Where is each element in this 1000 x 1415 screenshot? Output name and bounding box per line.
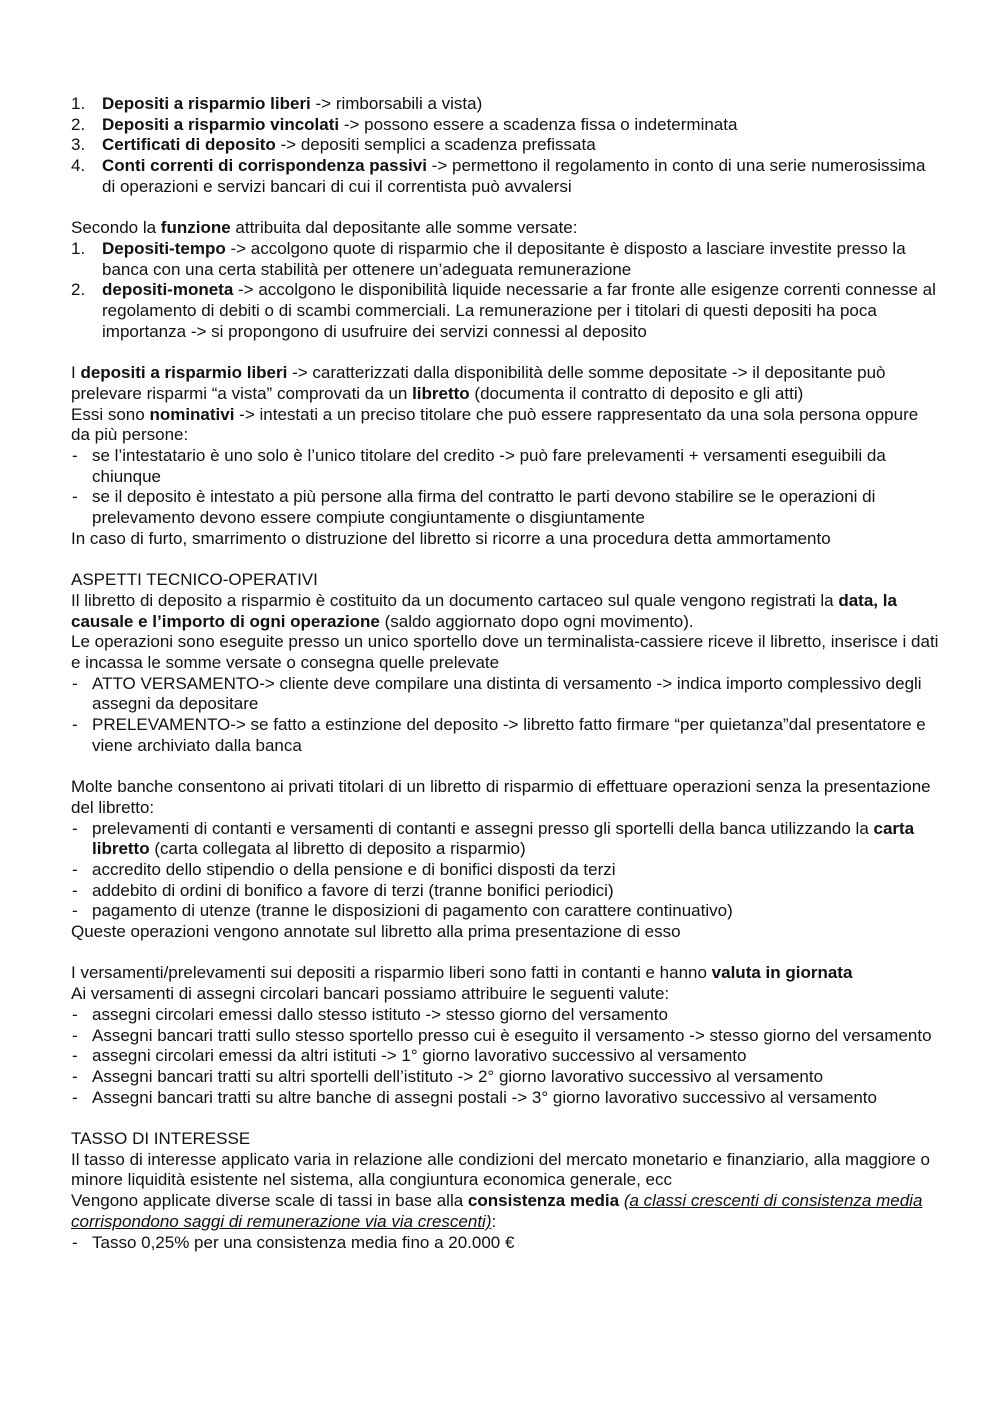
valuta-paragraph xyxy=(71,963,940,984)
term-bold: Depositi a risparmio vincolati xyxy=(102,114,340,134)
dash-marker: - xyxy=(72,859,78,879)
item-text: -> accolgono le disponibilità liquide necessarie a far fronte alle esigenze correnti connesse al regolamento di debiti o di scambi commerciali. La remunerazione per i titolari di questi depositi ha poca importanza -> si propongono di usufruire dei servizi connessi al deposito xyxy=(102,280,936,341)
dash-marker: - xyxy=(72,880,78,900)
dash-marker: - xyxy=(72,1046,78,1066)
bullet-text: Assegni bancari tratti sullo stesso sportello presso cui è eseguito il versamento -> stesso giorno del versamento xyxy=(92,1025,932,1045)
bullet-item xyxy=(71,860,940,881)
term-bold: Depositi-tempo xyxy=(102,238,226,258)
item-text: -> accolgono quote di risparmio che il depositante è disposto a lasciare investite presso la banca con una certa stabilità per ottenere un’adeguata remunerazione xyxy=(102,238,906,279)
operazioni-paragraph: Le operazioni sono eseguite presso un unico sportello dove un terminalista-cassiere riceve il libretto, inserisce i dati e incassa le somme versate o consegna quelle prelevate xyxy=(71,632,939,672)
section-heading: TASSO DI INTERESSE xyxy=(71,1129,251,1149)
item-text: -> depositi semplici a scadenza prefissata xyxy=(275,135,596,155)
nominativi-paragraph xyxy=(71,405,940,446)
bullet-text: assegni circolari emessi dallo stesso istituto -> stesso giorno del versamento xyxy=(92,1004,668,1024)
dash-marker: - xyxy=(72,445,78,465)
text: (documenta il contratto di deposito e gli atti) xyxy=(469,383,804,403)
libretto-paragraph xyxy=(71,591,940,632)
bullet-item xyxy=(71,1026,940,1047)
term-bold: Depositi a risparmio liberi xyxy=(102,94,311,113)
dash-marker: - xyxy=(72,673,78,693)
dash-marker: - xyxy=(72,715,78,735)
term-bold: consistenza media xyxy=(467,1191,620,1211)
text: (saldo aggiornato dopo ogni movimento). xyxy=(379,611,694,631)
dash-marker: - xyxy=(72,901,78,921)
text: Vengono applicate diverse scale di tassi in base alla xyxy=(71,1191,468,1211)
item-text: -> possono essere a scadenza fissa o indeterminata xyxy=(339,114,738,134)
dash-marker: - xyxy=(72,1025,78,1045)
list-number: 1. xyxy=(71,94,86,113)
term-bold: funzione xyxy=(160,218,231,238)
term-bold: depositi a risparmio liberi xyxy=(80,363,288,383)
bullet-item xyxy=(71,1046,940,1067)
bullet-text: assegni circolari emessi da altri istituti -> 1° giorno lavorativo successivo al versamento xyxy=(92,1046,747,1066)
funzione-intro xyxy=(71,218,940,239)
list-item xyxy=(71,156,940,197)
bullet-item xyxy=(71,446,940,487)
list-number: 2. xyxy=(71,114,86,134)
term-bold: nominativi xyxy=(149,404,235,424)
list-item xyxy=(71,94,940,115)
text: Secondo la xyxy=(71,218,161,238)
term-bold: Certificati di deposito xyxy=(102,135,276,155)
term-bold: Conti correnti di corrispondenza passivi xyxy=(102,156,427,176)
list-item xyxy=(71,115,940,136)
item-text: -> rimborsabili a vista) xyxy=(310,94,483,113)
dash-marker: - xyxy=(72,1087,78,1107)
text: Essi sono xyxy=(71,404,150,424)
bullet-text: Tasso 0,25% per una consistenza media fino a 20.000 € xyxy=(92,1232,515,1252)
dash-marker: - xyxy=(72,818,78,838)
banche-paragraph: Molte banche consentono ai privati titolari di un libretto di risparmio di effettuare operazioni senza la presentazione del libretto: xyxy=(71,777,931,817)
assegni-intro: Ai versamenti di assegni circolari bancari possiamo attribuire le seguenti valute: xyxy=(71,984,670,1004)
bullet-item xyxy=(71,1067,940,1088)
bullet-item xyxy=(71,819,940,860)
dash-marker: - xyxy=(72,1004,78,1024)
bullet-item xyxy=(71,901,940,922)
bullet-text: addebito di ordini di bonifico a favore di terzi (tranne bonifici periodici) xyxy=(92,880,614,900)
list-item xyxy=(71,280,940,342)
text: I versamenti/prelevamenti sui depositi a risparmio liberi sono fatti in contanti e hanno xyxy=(71,963,712,983)
bullet-text: pagamento di utenze (tranne le disposizioni di pagamento con carattere continuativo) xyxy=(92,901,733,921)
text: -> caratterizzati dalla disponibilità delle somme depositate -> il depositante può prelevare risparmi “a vista” comprovati da un xyxy=(71,363,886,403)
dash-marker: - xyxy=(72,487,78,507)
bullet-text: Assegni bancari tratti su altre banche di assegni postali -> 3° giorno lavorativo successivo al versamento xyxy=(92,1087,877,1107)
dash-marker: - xyxy=(72,1066,78,1086)
annotate-paragraph: Queste operazioni vengono annotate sul libretto alla prima presentazione di esso xyxy=(71,922,681,942)
underlined-note: (a classi crescenti di consistenza media corrispondono saggi di remunerazione via via crescenti) xyxy=(71,1191,923,1231)
list-item xyxy=(71,135,940,156)
bullet-text: PRELEVAMENTO-> se fatto a estinzione del deposito -> libretto fatto firmare “per quietanza”dal presentatore e viene archiviato dalla banca xyxy=(92,715,926,755)
bullet-text: (carta collegata al libretto di deposito a risparmio) xyxy=(149,839,526,859)
bullet-item xyxy=(71,881,940,902)
deposit-types-list xyxy=(71,94,940,198)
ammortamento-paragraph: In caso di furto, smarrimento o distruzione del libretto si ricorre a una procedura detta ammortamento xyxy=(71,528,831,548)
bullet-text: accredito dello stipendio o della pensione e di bonifici disposti da terzi xyxy=(92,859,616,879)
bullet-text: se il deposito è intestato a più persone alla firma del contratto le parti devono stabilire se le operazioni di prelevamento devono essere compiute congiuntamente o disgiuntamente xyxy=(92,487,876,528)
text: -> intestati a un preciso titolare che può essere rappresentato da una sola persona oppure da più persone: xyxy=(71,404,919,445)
list-number: 3. xyxy=(71,135,86,155)
bullet-text: ATTO VERSAMENTO-> cliente deve compilare una distinta di versamento -> indica importo complessivo degli assegni da depositare xyxy=(92,673,922,714)
list-number: 1. xyxy=(71,238,86,258)
bullet-item xyxy=(71,715,940,756)
bullet-item xyxy=(71,1088,940,1109)
term-bold: data, la causale e l’importo di ogni operazione xyxy=(71,590,897,631)
list-number: 4. xyxy=(71,156,86,176)
bullet-text: se l’intestatario è uno solo è l’unico titolare del credito -> può fare prelevamenti + versamenti eseguibili da chiunque xyxy=(92,445,886,486)
text: I xyxy=(71,363,81,383)
dash-marker: - xyxy=(72,1232,78,1252)
bullet-text: Assegni bancari tratti su altri sportelli dell’istituto -> 2° giorno lavorativo successivo al versamento xyxy=(92,1066,824,1086)
bullet-item xyxy=(71,1233,940,1254)
tasso-paragraph: Il tasso di interesse applicato varia in relazione alle condizioni del mercato monetario e finanziario, alla maggiore o minore liquidità esistente nel sistema, alla congiuntura economica generale, ecc xyxy=(71,1149,930,1190)
bullet-item xyxy=(71,487,940,528)
list-item xyxy=(71,239,940,280)
term-bold: libretto xyxy=(412,383,470,403)
text: : xyxy=(491,1211,497,1231)
text: Il libretto di deposito a risparmio è costituito da un documento cartaceo sul quale vengono registrati la xyxy=(71,590,839,610)
item-text: -> permettono il regolamento in conto di una serie numerosissima di operazioni e servizi bancari di cui il correntista può avvalersi xyxy=(102,156,926,196)
bullet-item xyxy=(71,1005,940,1026)
term-bold: depositi-moneta xyxy=(102,280,234,300)
liberi-paragraph xyxy=(71,363,940,404)
section-heading: ASPETTI TECNICO-OPERATIVI xyxy=(71,570,318,590)
bullet-text: prelevamenti di contanti e versamenti di contanti e assegni presso gli sportelli della banca utilizzando la xyxy=(92,818,874,838)
scale-paragraph xyxy=(71,1191,940,1232)
bullet-item xyxy=(71,674,940,715)
text: attribuita dal depositante alle somme versate: xyxy=(230,218,578,238)
term-bold: valuta in giornata xyxy=(711,963,853,983)
term-bold: carta libretto xyxy=(92,818,915,859)
list-number: 2. xyxy=(71,280,86,300)
